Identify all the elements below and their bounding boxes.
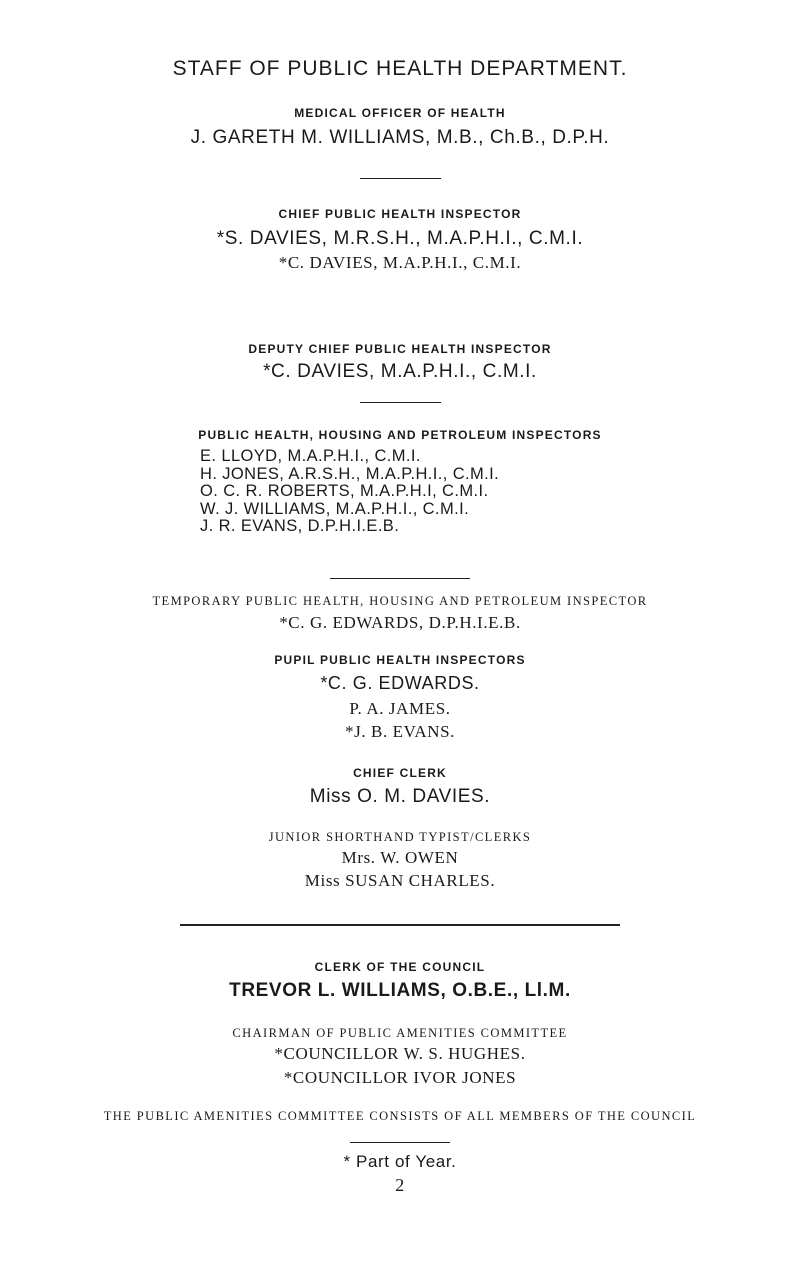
inspector-name: J. R. EVANS, D.P.H.I.E.B. (200, 517, 400, 535)
pupil-inspectors-label: PUPIL PUBLIC HEALTH INSPECTORS (274, 653, 526, 667)
inspector-name: O. C. R. ROBERTS, M.A.P.H.I, C.M.I. (200, 482, 489, 500)
inspectors-label: PUBLIC HEALTH, HOUSING AND PETROLEUM INSPECTORS (198, 428, 602, 442)
page-number: 2 (395, 1175, 405, 1195)
typists-label: JUNIOR SHORTHAND TYPIST/CLERKS (268, 830, 532, 844)
council-clerk-name: TREVOR L. WILLIAMS, O.B.E., Ll.M. (229, 980, 571, 1001)
pupil-inspector-name-2: P. A. JAMES. (349, 699, 451, 718)
inspector-name: W. J. WILLIAMS, M.A.P.H.I., C.M.I. (200, 499, 470, 518)
inspector-name: H. JONES, A.R.S.H., M.A.P.H.I., C.M.I. (200, 464, 500, 483)
pupil-inspector-name-3: *J. B. EVANS. (345, 722, 455, 741)
amenities-chair-name-1: *COUNCILLOR W. S. HUGHES. (274, 1044, 526, 1063)
deputy-inspector-name: *C. DAVIES, M.A.P.H.I., C.M.I. (263, 361, 537, 382)
footnote: * Part of Year. (343, 1152, 457, 1171)
divider-thick (180, 924, 620, 926)
typist-name-2: Miss SUSAN CHARLES. (304, 871, 496, 890)
deputy-inspector-label: DEPUTY CHIEF PUBLIC HEALTH INSPECTOR (248, 342, 552, 356)
inspectors-list (200, 448, 499, 536)
page-title: STAFF OF PUBLIC HEALTH DEPARTMENT. (172, 57, 628, 80)
chief-clerk-name: Miss O. M. DAVIES. (309, 786, 491, 807)
pupil-inspector-name-1: *C. G. EDWARDS. (320, 673, 480, 693)
chief-inspector-name-1: *S. DAVIES, M.R.S.H., M.A.P.H.I., C.M.I. (216, 228, 584, 249)
typist-name-1: Mrs. W. OWEN (341, 848, 459, 867)
divider (360, 178, 441, 179)
divider (330, 578, 470, 579)
inspector-name: E. LLOYD, M.A.P.H.I., C.M.I. (200, 447, 421, 465)
chief-inspector-name-2: *C. DAVIES, M.A.P.H.I., C.M.I. (278, 253, 522, 272)
chief-clerk-label: CHIEF CLERK (353, 766, 447, 780)
committee-note: THE PUBLIC AMENITIES COMMITTEE CONSISTS OF ALL MEMBERS OF THE COUNCIL (103, 1109, 697, 1123)
temporary-inspector-name: *C. G. EDWARDS, D.P.H.I.E.B. (279, 613, 521, 632)
temporary-inspector-label: TEMPORARY PUBLIC HEALTH, HOUSING AND PETROLEUM INSPECTOR (152, 594, 648, 608)
amenities-chair-label: CHAIRMAN OF PUBLIC AMENITIES COMMITTEE (232, 1026, 568, 1040)
council-clerk-label: CLERK OF THE COUNCIL (314, 960, 486, 974)
chief-inspector-label: CHIEF PUBLIC HEALTH INSPECTOR (278, 207, 522, 221)
moh-label: MEDICAL OFFICER OF HEALTH (294, 106, 506, 120)
amenities-chair-name-2: *COUNCILLOR IVOR JONES (283, 1068, 517, 1087)
divider (350, 1142, 450, 1143)
divider (360, 402, 441, 403)
moh-name: J. GARETH M. WILLIAMS, M.B., Ch.B., D.P.H. (190, 127, 610, 148)
